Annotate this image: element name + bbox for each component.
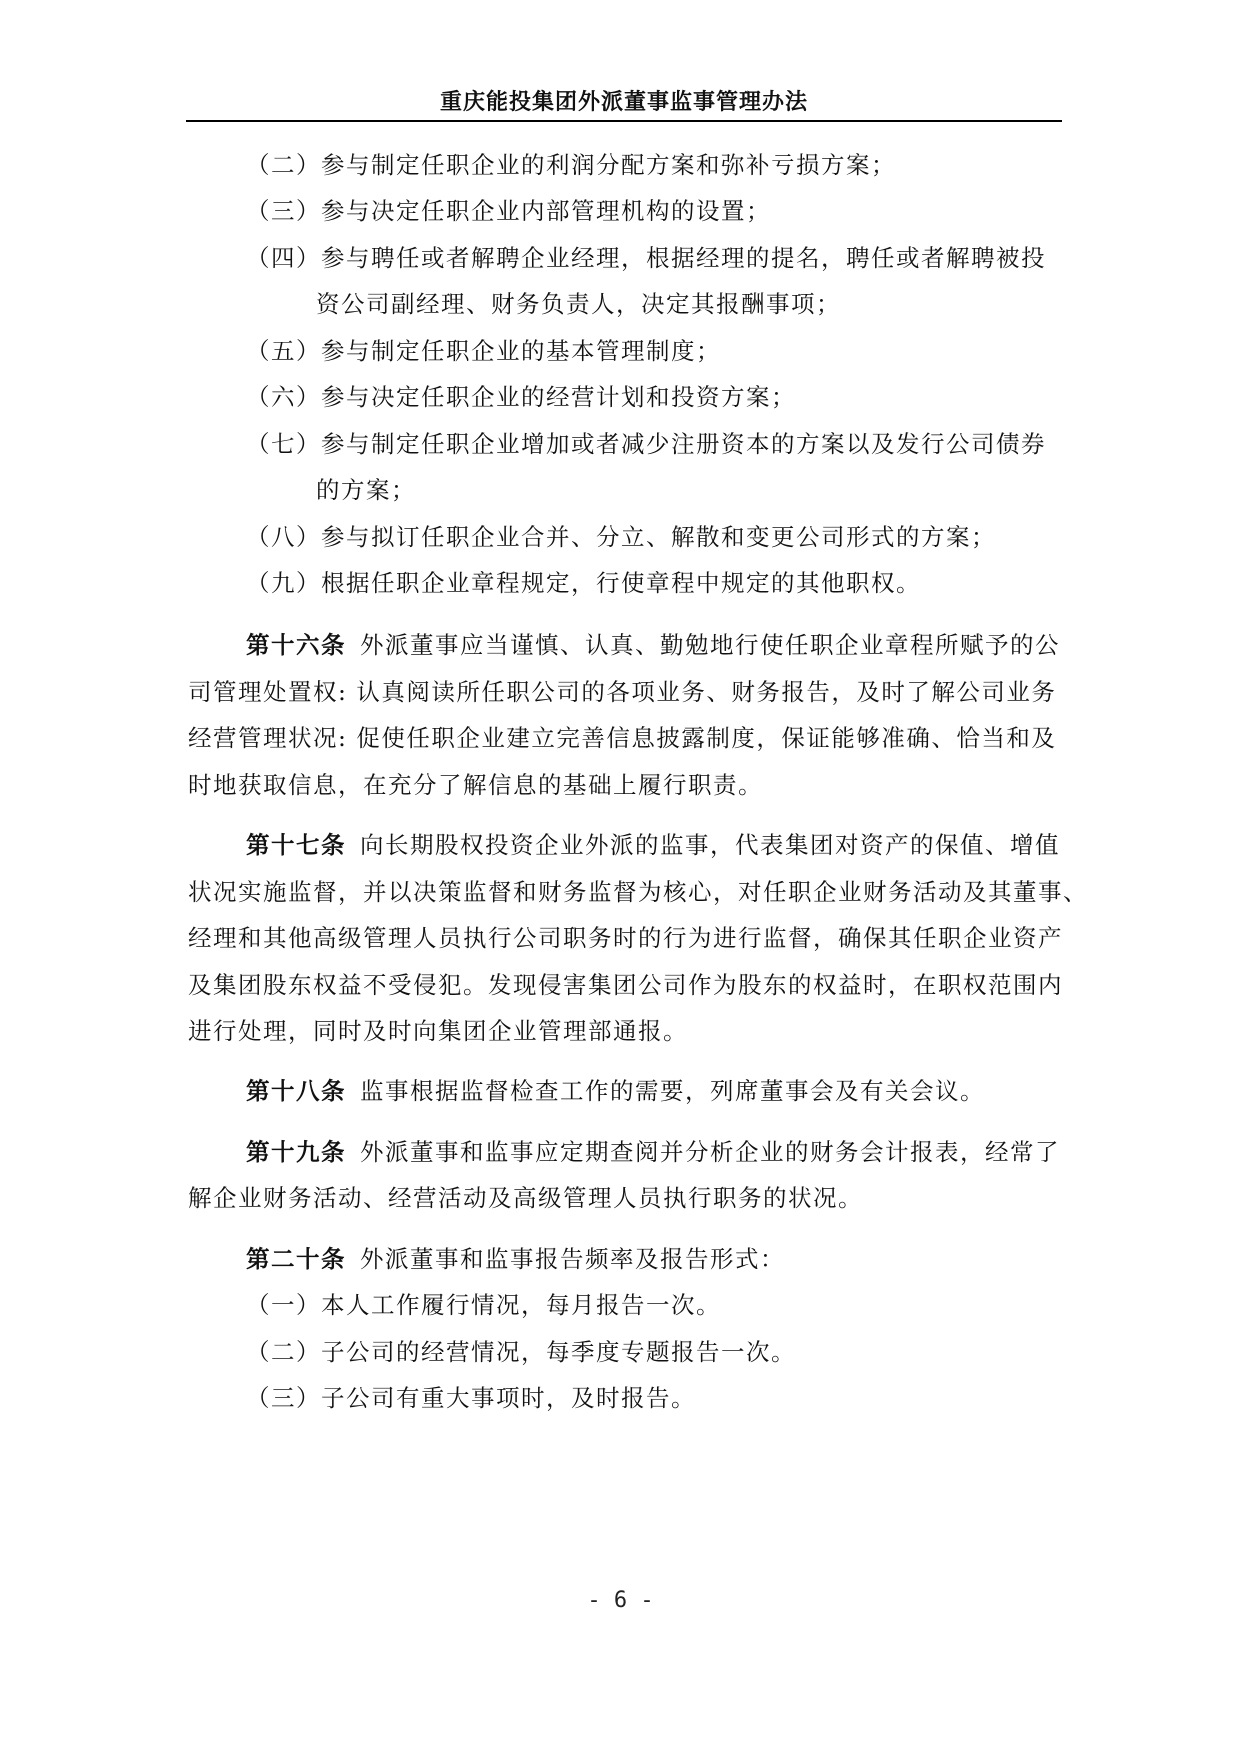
article-17-first-line [246,825,1060,865]
article-19-first-line [246,1132,1060,1172]
article-16-line: 经营管理状况: 促使任职企业建立完善信息披露制度，保证能够准确、恰当和及 [188,724,1057,752]
article-16-first-line [246,625,1060,665]
list-item: （三）参与决定任职企业内部管理机构的设置； [246,197,771,225]
article-18-title: 第十八条 [246,1077,346,1105]
document-header-title: 重庆能投集团外派董事监事管理办法 [439,90,808,115]
list-item: （三）子公司有重大事项时，及时报告。 [246,1384,696,1412]
article-18-text: 监事根据监督检查工作的需要，列席董事会及有关会议。 [360,1077,985,1105]
list-item: （五）参与制定任职企业的基本管理制度； [246,337,721,365]
article-18-first-line [246,1071,985,1111]
header-rule [186,120,1062,122]
article-16-line: 司管理处置权: 认真阅读所任职公司的各项业务、财务报告，及时了解公司业务 [188,678,1057,706]
article-20-title: 第二十条 [246,1245,346,1273]
article-20-text: 外派董事和监事报告频率及报告形式： [360,1245,785,1273]
article-17-title: 第十七条 [246,831,346,859]
article-17-line: 及集团股东权益不受侵犯。发现侵害集团公司作为股东的权益时，在职权范围内 [188,971,1063,999]
list-item: （一）本人工作履行情况，每月报告一次。 [246,1291,721,1319]
article-19-title: 第十九条 [246,1138,346,1166]
article-17-line: 经理和其他高级管理人员执行公司职务时的行为进行监督，确保其任职企业资产 [188,924,1063,952]
list-item: （四）参与聘任或者解聘企业经理，根据经理的提名，聘任或者解聘被投 [246,244,1046,272]
list-item: （二）参与制定任职企业的利润分配方案和弥补亏损方案； [246,151,896,179]
page-number: - 6 - [587,1588,654,1613]
list-item: （二）子公司的经营情况，每季度专题报告一次。 [246,1338,796,1366]
list-item: （七）参与制定任职企业增加或者减少注册资本的方案以及发行公司债券 [246,430,1046,458]
list-item-continuation: 的方案； [316,476,416,504]
article-16-text: 外派董事应当谨慎、认真、勤勉地行使任职企业章程所赋予的公 [360,631,1060,659]
list-item: （九）根据任职企业章程规定，行使章程中规定的其他职权。 [246,569,921,597]
article-19-line: 解企业财务活动、经营活动及高级管理人员执行职务的状况。 [188,1184,863,1212]
article-20-first-line [246,1239,785,1279]
list-item: （八）参与拟订任职企业合并、分立、解散和变更公司形式的方案； [246,523,996,551]
article-16-title: 第十六条 [246,631,346,659]
article-17-line: 状况实施监督，并以决策监督和财务监督为核心，对任职企业财务活动及其董事、 [188,878,1088,906]
article-17-line: 进行处理，同时及时向集团企业管理部通报。 [188,1017,688,1045]
article-16-line: 时地获取信息，在充分了解信息的基础上履行职责。 [188,771,763,799]
list-item: （六）参与决定任职企业的经营计划和投资方案； [246,383,796,411]
list-item-continuation: 资公司副经理、财务负责人，决定其报酬事项； [316,290,841,318]
article-17-text: 向长期股权投资企业外派的监事，代表集团对资产的保值、增值 [360,831,1060,859]
article-19-text: 外派董事和监事应定期查阅并分析企业的财务会计报表，经常了 [360,1138,1060,1166]
